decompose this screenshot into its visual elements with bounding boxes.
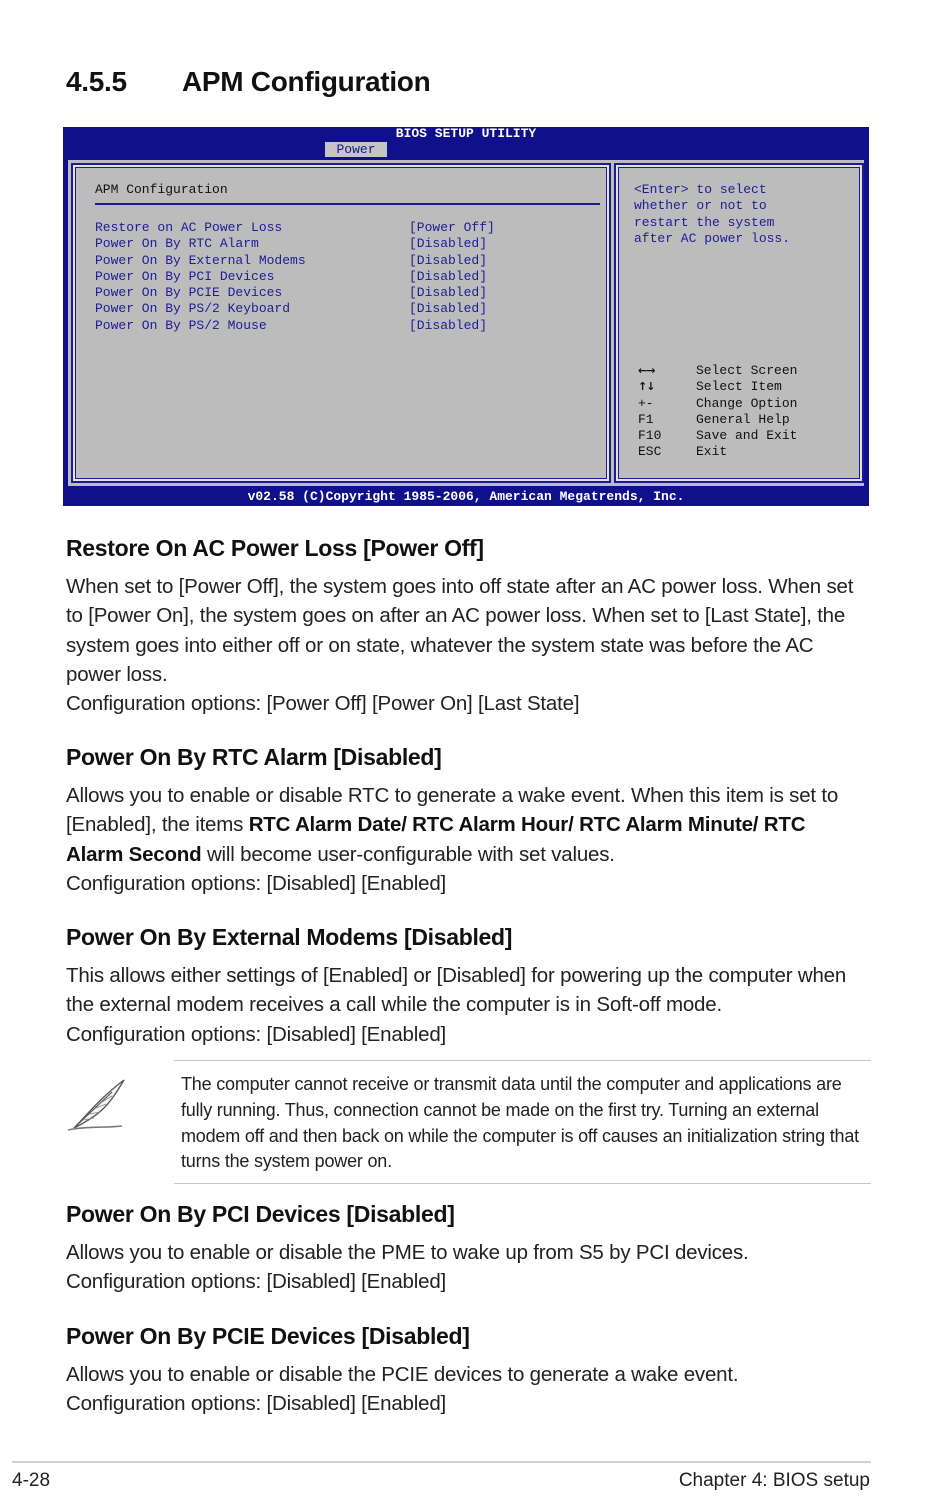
bios-heading: APM Configuration [95,182,228,197]
section-number: 4.5.5 [66,66,127,97]
item-description: Allows you to enable or disable the PME to wake up from S5 by PCI devices. [66,1241,749,1264]
bios-item-rtc-alarm[interactable] [95,236,515,252]
bios-key-row [638,396,860,412]
bios-item-label: Power On By PCI Devices [95,268,275,284]
bios-item-label: Power On By PS/2 Keyboard [95,301,291,317]
left-right-arrows-icon: ←→ [638,364,655,377]
bios-item-ps2-keyboard[interactable] [95,301,515,317]
bios-key-desc: Change Option [696,395,798,411]
feather-pen-icon [66,1076,128,1132]
bios-item-restore-ac[interactable] [95,220,515,236]
bios-copyright: v02.58 (C)Copyright 1985-2006, American Megatrends, Inc. [247,489,685,504]
bios-screenshot [63,127,869,506]
bios-help-line: after AC power loss. [634,230,791,246]
bios-key-desc: General Help [696,411,790,427]
item-description [66,781,866,869]
bios-key-row [638,379,860,395]
bios-item-label: Power On By External Modems [95,252,306,268]
section-name: APM Configuration [182,66,431,97]
bios-item-ps2-mouse[interactable] [95,318,515,334]
item-options: Configuration options: [Power Off] [Power On] [Last State] [66,692,580,716]
bios-key: +- [638,395,654,411]
item-description: This allows either settings of [Enabled] or [Disabled] for powering up the computer when the external modem receives a call while the computer is in Soft-off mode. [66,964,847,1017]
bios-help-text [634,182,854,247]
text-part: Allows you to enable or disable RTC to generate a wake event. When this item is set to [Enabled], the items [66,784,839,837]
note-text: The computer cannot receive or transmit data until the computer and applications are fully running. Thus, connection cannot be made on the first try. Turning an external modem off and then back on while the computer is off causes an initialization string that turns the system power on. [181,1074,859,1172]
bios-item-pci-devices[interactable] [95,269,515,285]
section-title [66,66,430,98]
bios-item-label: Power On By PCIE Devices [95,285,283,301]
item-heading: Power On By PCI Devices [Disabled] [66,1201,455,1227]
bios-help-pane [614,163,864,483]
bios-key-row [638,428,860,444]
footer-rule [12,1461,871,1463]
item-description: When set to [Power Off], the system goes into off state after an AC power loss. When set to [Power On], the system goes on after an AC power loss. When set to [Last State], the system goes into either off or on state, whatever the system state was before the AC power loss. [66,575,854,686]
page-number: 4-28 [12,1470,51,1491]
bios-divider [95,203,600,205]
item-restore-ac [66,534,866,718]
bold-items: RTC Alarm Date/ RTC Alarm Hour/ RTC Alarm Minute/ RTC Alarm Second [66,813,806,866]
bios-key-row [638,412,860,428]
item-pcie-devices [66,1322,866,1419]
bios-settings-pane [71,163,611,483]
bios-item-pcie-devices[interactable] [95,285,515,301]
item-heading: Power On By PCIE Devices [Disabled] [66,1323,470,1349]
bios-item-external-modems[interactable] [95,253,515,269]
chapter-label: Chapter 4: BIOS setup [678,1470,870,1491]
bios-item-label: Restore on AC Power Loss [95,220,283,235]
bios-item-value: [Disabled] [409,285,488,301]
bios-item-value: [Disabled] [409,317,488,333]
bios-help-line: <Enter> to select [634,182,767,197]
item-external-modems [66,923,866,1049]
bios-panel [66,158,866,488]
item-options: Configuration options: [Disabled] [Enabled] [66,871,447,895]
bios-key-desc: Select Screen [696,363,798,378]
bios-help-line: whether or not to [634,198,767,214]
bios-key-row [638,444,860,460]
item-heading: Power On By External Modems [Disabled] [66,924,513,950]
bios-item-value: [Disabled] [409,252,488,268]
bios-title: BIOS SETUP UTILITY [395,126,537,141]
bios-key-legend [638,363,860,461]
bios-key-desc: Exit [696,444,728,460]
note-box [174,1060,871,1184]
bios-key-desc: Select Item [696,379,782,395]
item-heading: Power On By RTC Alarm [Disabled] [66,744,442,770]
bios-item-value: [Disabled] [409,268,488,284]
item-options: Configuration options: [Disabled] [Enabled] [66,1270,447,1294]
item-pci-devices [66,1200,866,1297]
bios-key: F10 [638,428,662,444]
bios-item-label: Power On By RTC Alarm [95,236,259,252]
bios-item-value: [Power Off] [409,220,495,235]
bios-tab-power[interactable]: Power [325,142,387,157]
item-options: Configuration options: [Disabled] [Enabled] [66,1022,447,1046]
item-description: Allows you to enable or disable the PCIE devices to generate a wake event. [66,1363,739,1386]
bios-key: F1 [638,411,654,427]
item-options: Configuration options: [Disabled] [Enabled] [66,1392,447,1416]
bios-item-value: [Disabled] [409,301,488,317]
bios-help-line: restart the system [634,214,775,230]
bios-key-row [638,363,860,379]
item-heading: Restore On AC Power Loss [Power Off] [66,535,484,561]
item-rtc-alarm [66,743,866,898]
up-down-arrows-icon: ↑↓ [638,380,655,394]
bios-item-value: [Disabled] [409,236,488,252]
bios-key: ESC [638,444,662,460]
bios-item-label: Power On By PS/2 Mouse [95,317,267,333]
bios-item-list [95,220,515,334]
bios-key-desc: Save and Exit [696,428,798,444]
text-part: will become user-configurable with set values. [201,842,615,866]
